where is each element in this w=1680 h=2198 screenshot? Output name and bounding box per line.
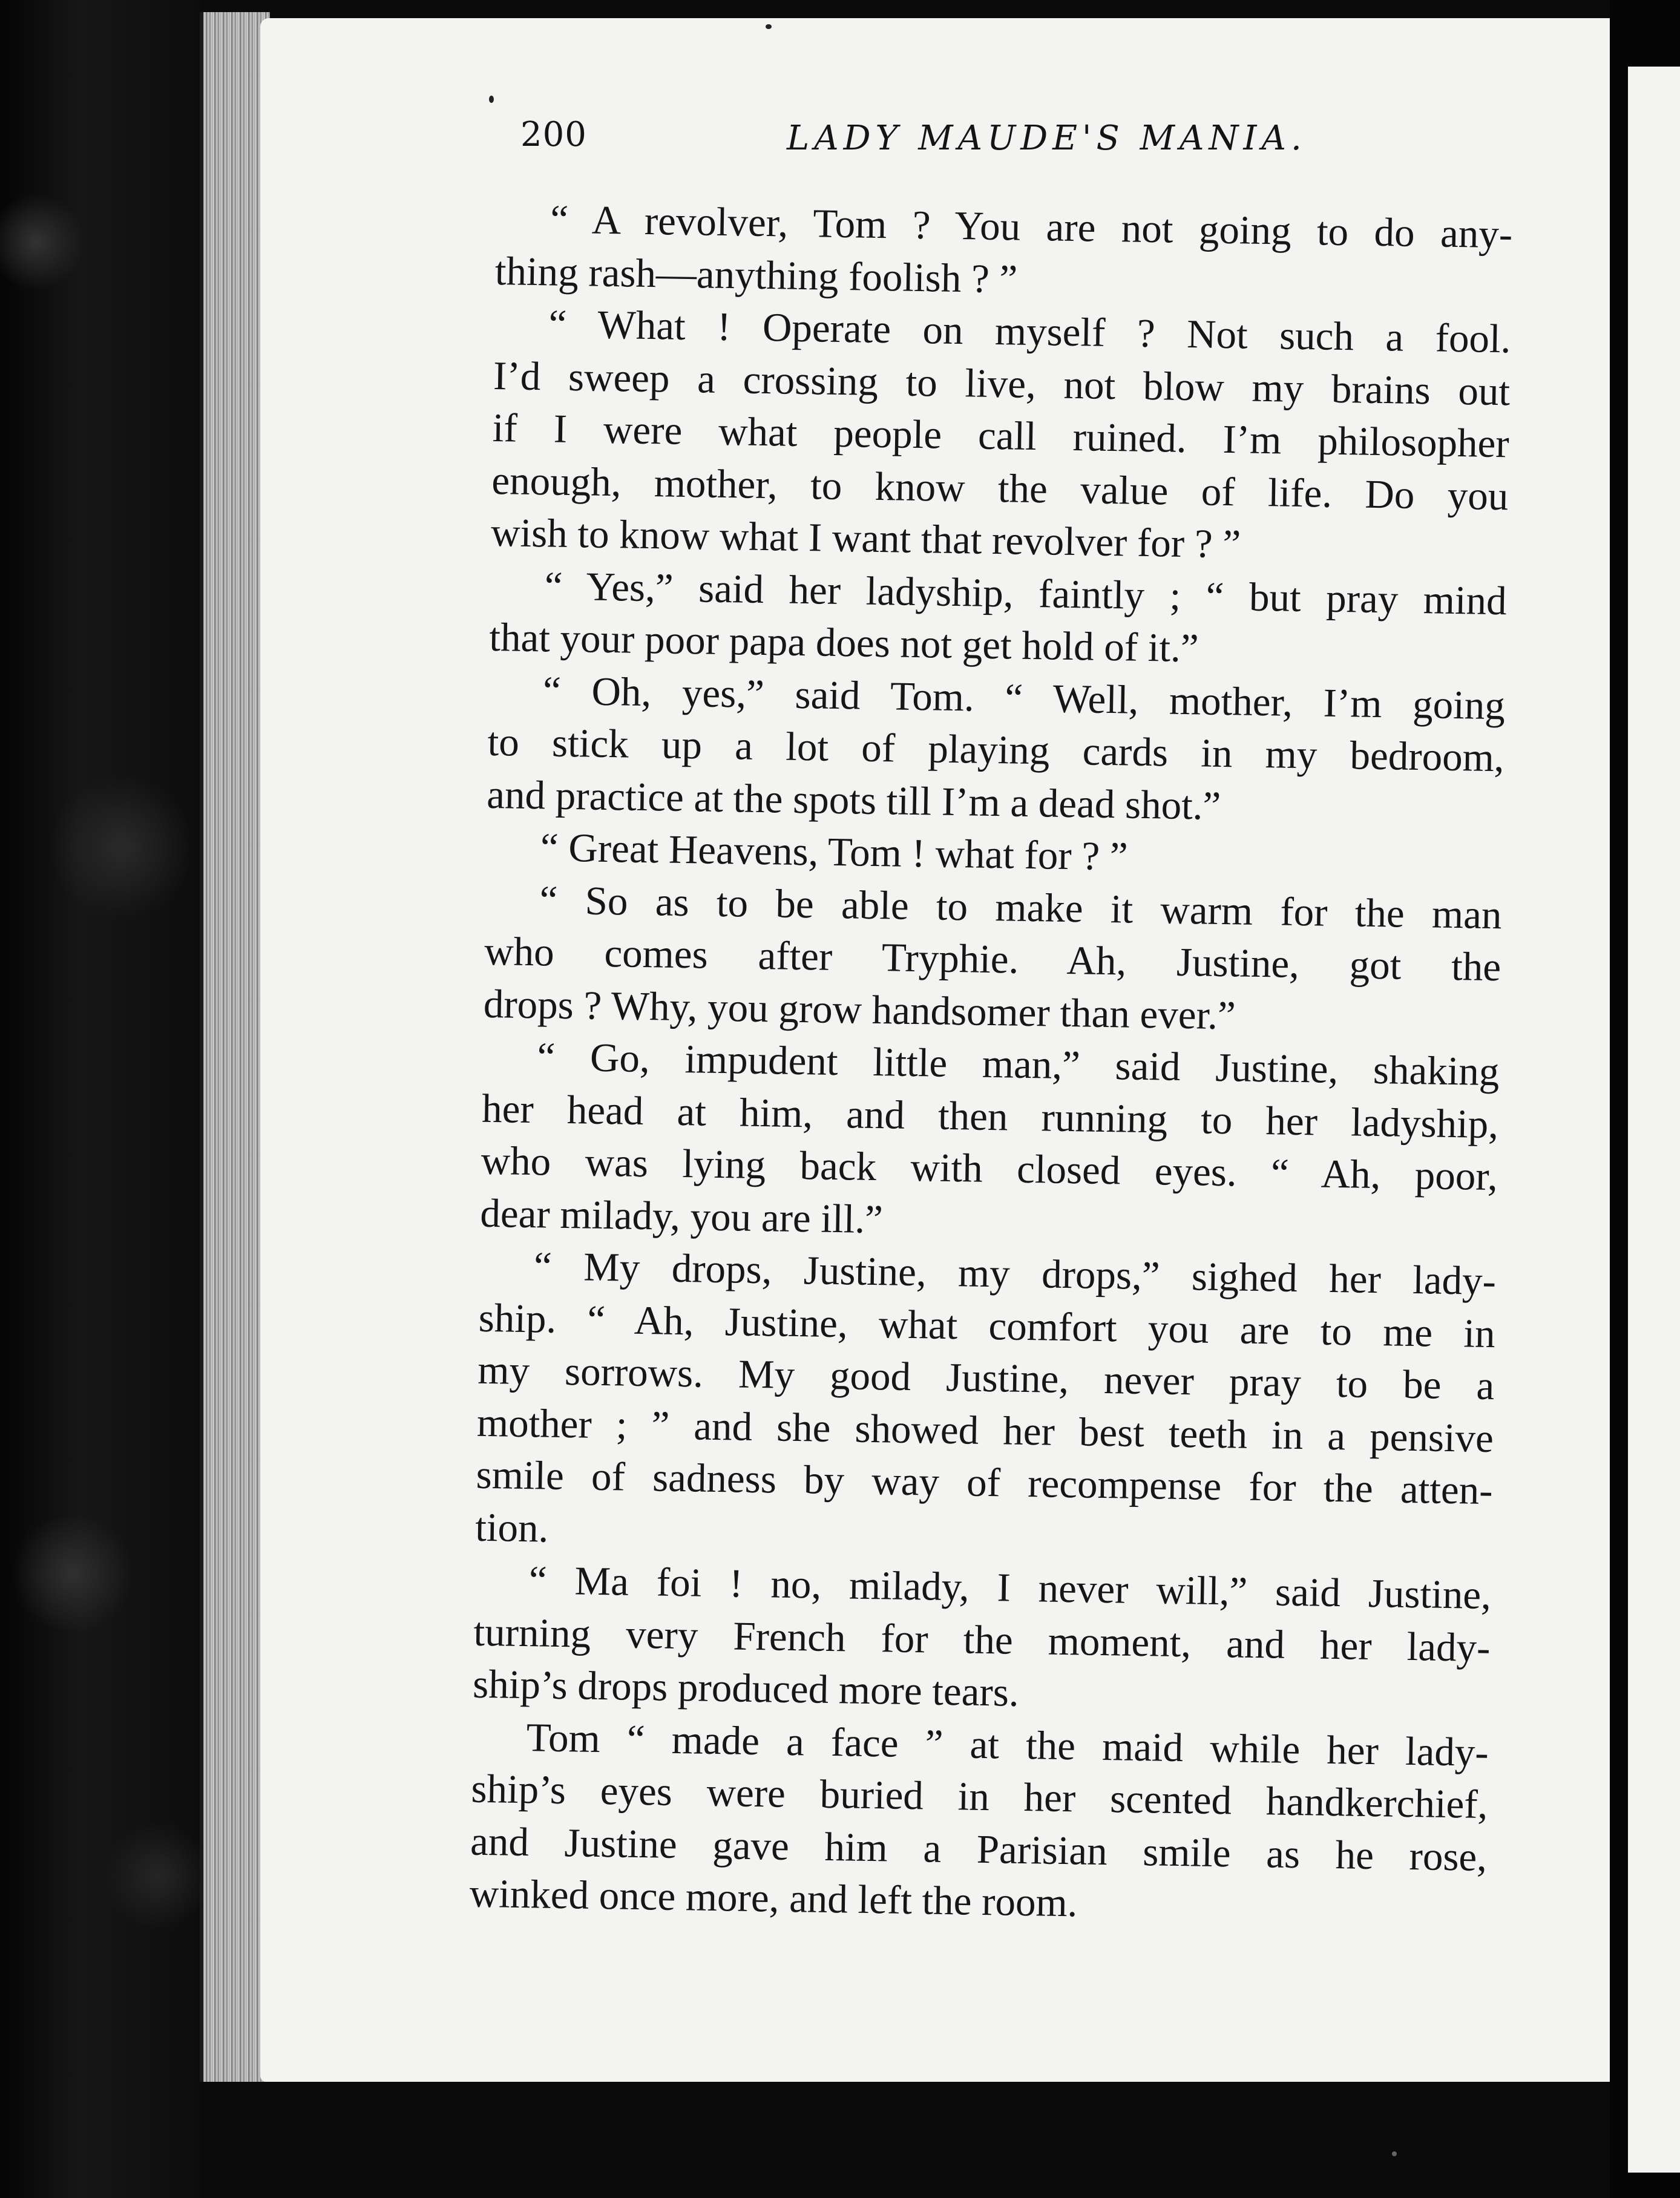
page-edges bbox=[200, 12, 270, 2082]
text-line: if I were what people call ruined. I’m philosopher bbox=[492, 405, 1510, 467]
text-line: thing rash—anything foolish ? ” bbox=[494, 248, 1018, 302]
text-line: Tom “ made a face ” at the maid while her lady- bbox=[526, 1714, 1489, 1775]
text-line: and practice at the spots till I’m a dead shot.” bbox=[486, 772, 1221, 828]
text-line: tion. bbox=[474, 1504, 549, 1551]
text-line: who comes after Tryphie. Ah, Justine, got the bbox=[484, 928, 1501, 990]
text-line: “ Ma foi ! no, milady, I never will,” said Justine, bbox=[528, 1558, 1492, 1618]
text-line: that your poor papa does not get hold of it.” bbox=[488, 614, 1199, 671]
text-line: ship’s eyes were buried in her scented handkerchief, bbox=[470, 1766, 1488, 1828]
ink-speck bbox=[489, 96, 494, 103]
text-line: her head at him, and then running to her ladyship, bbox=[481, 1086, 1499, 1147]
text-line: “ Yes,” said her ladyship, faintly ; “ but pray mind bbox=[544, 563, 1508, 623]
text-line: to stick up a lot of playing cards in my bedroom, bbox=[487, 719, 1505, 781]
text-line: wish to know what I want that revolver for ? ” bbox=[490, 510, 1241, 567]
left-background bbox=[0, 0, 200, 2198]
text-line: enough, mother, to know the value of life. Do you bbox=[491, 458, 1509, 519]
page-number: 200 bbox=[520, 115, 587, 154]
text-line: “ Oh, yes,” said Tom. “ Well, mother, I’m going bbox=[542, 668, 1506, 728]
text-line: who was lying back with closed eyes. “ Ah, poor, bbox=[481, 1138, 1498, 1199]
text-line: my sorrows. My good Justine, never pray to be a bbox=[477, 1347, 1495, 1409]
facing-page-edge bbox=[1628, 67, 1680, 2173]
ink-speck bbox=[766, 24, 772, 29]
text-line: and Justine gave him a Parisian smile as he rose, bbox=[470, 1819, 1488, 1880]
text-line: drops ? Why, you grow handsomer than ever.” bbox=[483, 981, 1236, 1038]
text-line: turning very French for the moment, and her lady- bbox=[473, 1609, 1491, 1670]
text-line: mother ; ” and she showed her best teeth in a pensive bbox=[476, 1400, 1494, 1461]
text-line: ship. “ Ah, Justine, what comfort you are to me in bbox=[478, 1295, 1496, 1356]
text-line: “ A revolver, Tom ? You are not going to do any- bbox=[550, 197, 1513, 257]
body-text bbox=[469, 192, 1513, 1936]
text-line: ship’s drops produced more tears. bbox=[472, 1661, 1020, 1715]
running-title: LADY MAUDE'S MANIA. bbox=[787, 119, 1307, 158]
text-line: “ My drops, Justine, my drops,” sighed her lady- bbox=[533, 1244, 1497, 1304]
text-line: “ Great Heavens, Tom ! what for ? ” bbox=[540, 825, 1129, 879]
text-line: “ Go, impudent little man,” said Justine, shaking bbox=[536, 1034, 1500, 1095]
text-line: smile of sadness by way of recompense for the atten- bbox=[476, 1452, 1494, 1514]
text-line: winked once more, and left the room. bbox=[469, 1871, 1078, 1926]
text-line: I’d sweep a crossing to live, not blow my brains out bbox=[493, 353, 1511, 414]
text-line: “ So as to be able to make it warm for the man bbox=[539, 877, 1503, 937]
ink-speck bbox=[1392, 2151, 1397, 2156]
text-line: dear milady, you are ill.” bbox=[479, 1190, 884, 1242]
text-line: “ What ! Operate on myself ? Not such a fool. bbox=[548, 301, 1511, 362]
